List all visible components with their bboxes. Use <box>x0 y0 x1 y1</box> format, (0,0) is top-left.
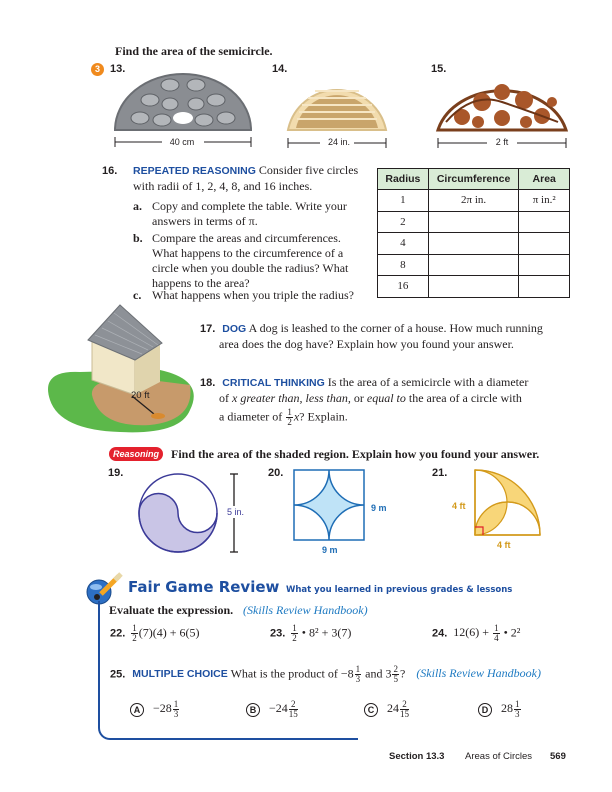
problem-15-number: 15. <box>431 63 447 75</box>
table-header-area: Area <box>519 169 570 190</box>
dog-house-figure <box>40 300 205 435</box>
problem-16-heading: REPEATED REASONING <box>133 165 256 177</box>
difficulty-badge: 3 <box>91 63 104 76</box>
table-header-radius: Radius <box>378 169 429 190</box>
problem-17-number: 17. <box>200 323 216 335</box>
table-cell-blank[interactable] <box>519 233 570 255</box>
table-row: 2 <box>378 211 570 233</box>
table-cell-blank[interactable] <box>519 254 570 276</box>
problem-19-number: 19. <box>108 467 124 479</box>
square-star-figure <box>292 468 367 543</box>
table-cell-blank[interactable] <box>519 211 570 233</box>
problem-16-part-c: c. What happens when you triple the radius? <box>133 288 354 302</box>
problem-20-number: 20. <box>268 467 284 479</box>
problem-18: 18. CRITICAL THINKING Is the area of a semicircle with a diameter of x greater than, less than, or equal to the area of a circle with a diameter of $\frac{1}{2}$ x? Explain. <box>200 375 529 427</box>
choice-a[interactable]: A −28 $\frac{1}{3}$ <box>130 700 180 719</box>
table-row: 1 2π in. π in.² <box>378 190 570 212</box>
problem-17: 17. DOG A dog is leashed to the corner of a house. How much running area does the dog have? Explain how you found your answer. <box>200 321 543 351</box>
table-header-circumference: Circumference <box>428 169 519 190</box>
choice-c[interactable]: C 24 $\frac{2}{15}$ <box>364 700 410 719</box>
table-header-row <box>378 169 570 190</box>
shaded-instruction: Find the area of the shaded region. Explain how you found your answer. <box>171 447 540 461</box>
quarter-circle-figure <box>473 468 548 543</box>
exercise-23: 23. $\frac{1}{2}$ • 8² + 3(7) <box>270 623 352 643</box>
problem-21-number: 21. <box>432 467 448 479</box>
problem-19-label: 5 in. <box>227 507 245 517</box>
choice-d[interactable]: D 28 $\frac{1}{3}$ <box>478 700 522 719</box>
problem-16-text-2: with radii of 1, 2, 4, 8, and 16 inches. <box>133 179 313 193</box>
table-cell-blank[interactable] <box>428 211 519 233</box>
reasoning-badge: Reasoning <box>109 447 163 461</box>
footer-section: Section 13.3 <box>389 751 445 762</box>
problem-13-measure: 40 cm <box>169 137 195 147</box>
problem-15-measure: 2 ft <box>495 137 509 147</box>
problem-16-part-a: a. Copy and complete the table. Write your answers in terms of π. <box>133 199 347 228</box>
choice-b[interactable]: B −24 $\frac{2}{15}$ <box>246 700 299 719</box>
table-cell-blank[interactable] <box>428 233 519 255</box>
problem-21-bottom-label: 4 ft <box>497 540 511 550</box>
problem-17-heading: DOG <box>222 323 247 335</box>
page-number: 569 <box>550 751 566 762</box>
exercise-22: 22. $\frac{1}{2}$ (7)(4) + 6(5) <box>110 623 200 643</box>
table-cell-blank[interactable] <box>428 276 519 298</box>
table-row: 4 <box>378 233 570 255</box>
fair-game-title: Fair Game Review <box>128 578 280 596</box>
problem-18-number: 18. <box>200 377 216 389</box>
exercise-24: 24. 12(6) + $\frac{1}{4}$ • 2² <box>432 623 521 643</box>
problem-14-number: 14. <box>272 63 288 75</box>
problem-16 <box>102 163 375 194</box>
circle-table <box>377 168 570 298</box>
problem-16-text-1: Consider five circles <box>258 163 359 177</box>
table-row: 16 <box>378 276 570 298</box>
problem-21-side-label: 4 ft <box>452 501 466 511</box>
evaluate-reference: (Skills Review Handbook) <box>243 603 368 617</box>
table-cell-blank[interactable] <box>519 276 570 298</box>
problem-20-bottom-label: 9 m <box>322 545 338 555</box>
footer-title: Areas of Circles <box>465 751 533 762</box>
exercise-25: 25. MULTIPLE CHOICE What is the product of −8 $\frac{1}{3}$ and 3 $\frac{2}{5}$ ? (Skills Review Handbook) <box>110 664 541 684</box>
evaluate-instruction: Evaluate the expression. <box>109 603 234 617</box>
problem-14-measure: 24 in. <box>327 137 351 147</box>
fair-game-subtitle: What you learned in previous grades & lessons <box>286 585 513 595</box>
semicircle-instruction: Find the area of the semicircle. <box>115 44 273 58</box>
problem-13-number: 13. <box>110 63 126 75</box>
table-cell-blank[interactable] <box>428 254 519 276</box>
problem-20-side-label: 9 m <box>371 503 387 513</box>
table-row: 8 <box>378 254 570 276</box>
dog-leash-label: 20 ft <box>131 390 150 401</box>
problem-18-heading: CRITICAL THINKING <box>222 377 325 389</box>
problem-16-part-b: b. Compare the areas and circumferences. What happens to the circumference of a circle when you double the radius? What happens to the area? <box>133 231 349 290</box>
problem-16-number: 16. <box>102 165 118 177</box>
